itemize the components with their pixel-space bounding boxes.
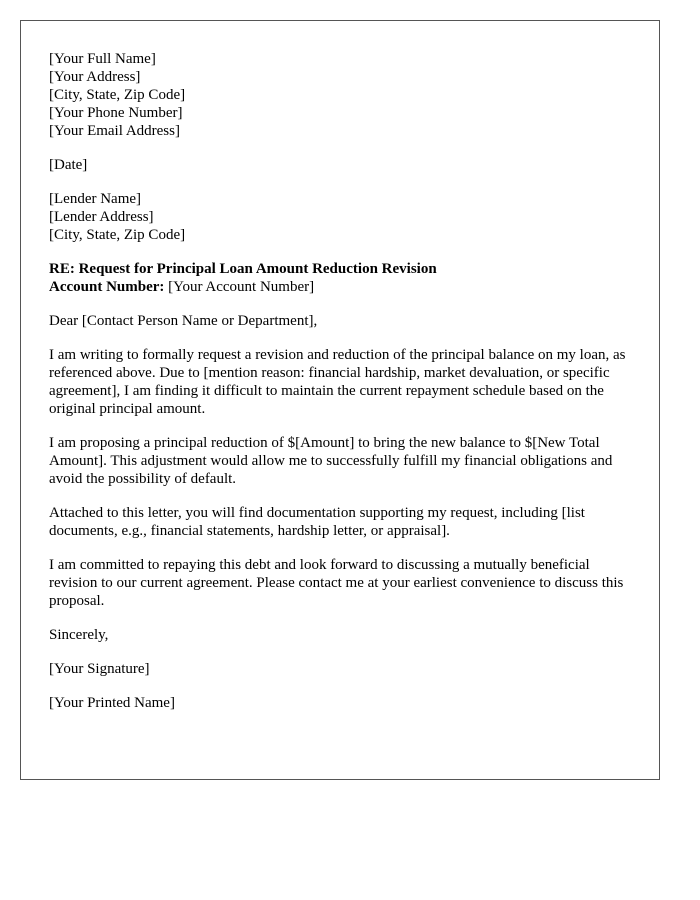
paragraph-attachments: Attached to this letter, you will find documentation supporting my request, including [list documents, e.g., financial statements, hardship letter, or appraisal]. [49,505,585,539]
account-number-label: Account Number: [49,279,165,295]
sender-email: [Your Email Address] [49,123,180,139]
account-number-line [49,278,631,296]
recipient-block [49,190,631,244]
recipient-address: [Lender Address] [49,209,154,225]
sender-phone: [Your Phone Number] [49,105,183,121]
printed-name: [Your Printed Name] [49,695,175,711]
body-paragraph [49,504,631,540]
salutation: Dear [Contact Person Name or Department], [49,313,318,329]
paragraph-proposal: I am proposing a principal reduction of $[Amount] to bring the new balance to $[New Total Amount]. This adjustment would allow me to successfully fulfill my financial obligations and avoid the possibility of default. [49,435,613,487]
subject-line: RE: Request for Principal Loan Amount Reduction Revision [49,261,437,277]
sender-address: [Your Address] [49,69,141,85]
printed-name-block [49,694,631,712]
body-paragraph [49,556,631,610]
paragraph-reason: I am writing to formally request a revision and reduction of the principal balance on my loan, as referenced above. Due to [mention reason: financial hardship, market devaluation, or specific agreement], I am finding it difficult to maintain the current repayment schedule based on the original principal amount. [49,347,626,417]
signature-block [49,660,631,678]
body-paragraph [49,434,631,488]
closing-block [49,626,631,644]
letter-page [20,20,660,780]
signature: [Your Signature] [49,661,150,677]
sender-name: [Your Full Name] [49,51,156,67]
account-number-value: [Your Account Number] [164,279,315,295]
letter-date: [Date] [49,157,88,173]
paragraph-commitment: I am committed to repaying this debt and look forward to discussing a mutually beneficial revision to our current agreement. Please contact me at your earliest convenience to discuss this proposal. [49,557,624,609]
subject-block [49,260,631,296]
sender-city: [City, State, Zip Code] [49,87,186,103]
recipient-name: [Lender Name] [49,191,142,207]
body-paragraph [49,346,631,418]
date-block [49,156,631,174]
closing: Sincerely, [49,627,109,643]
recipient-city: [City, State, Zip Code] [49,227,186,243]
sender-block [49,50,631,140]
salutation-block [49,312,631,330]
